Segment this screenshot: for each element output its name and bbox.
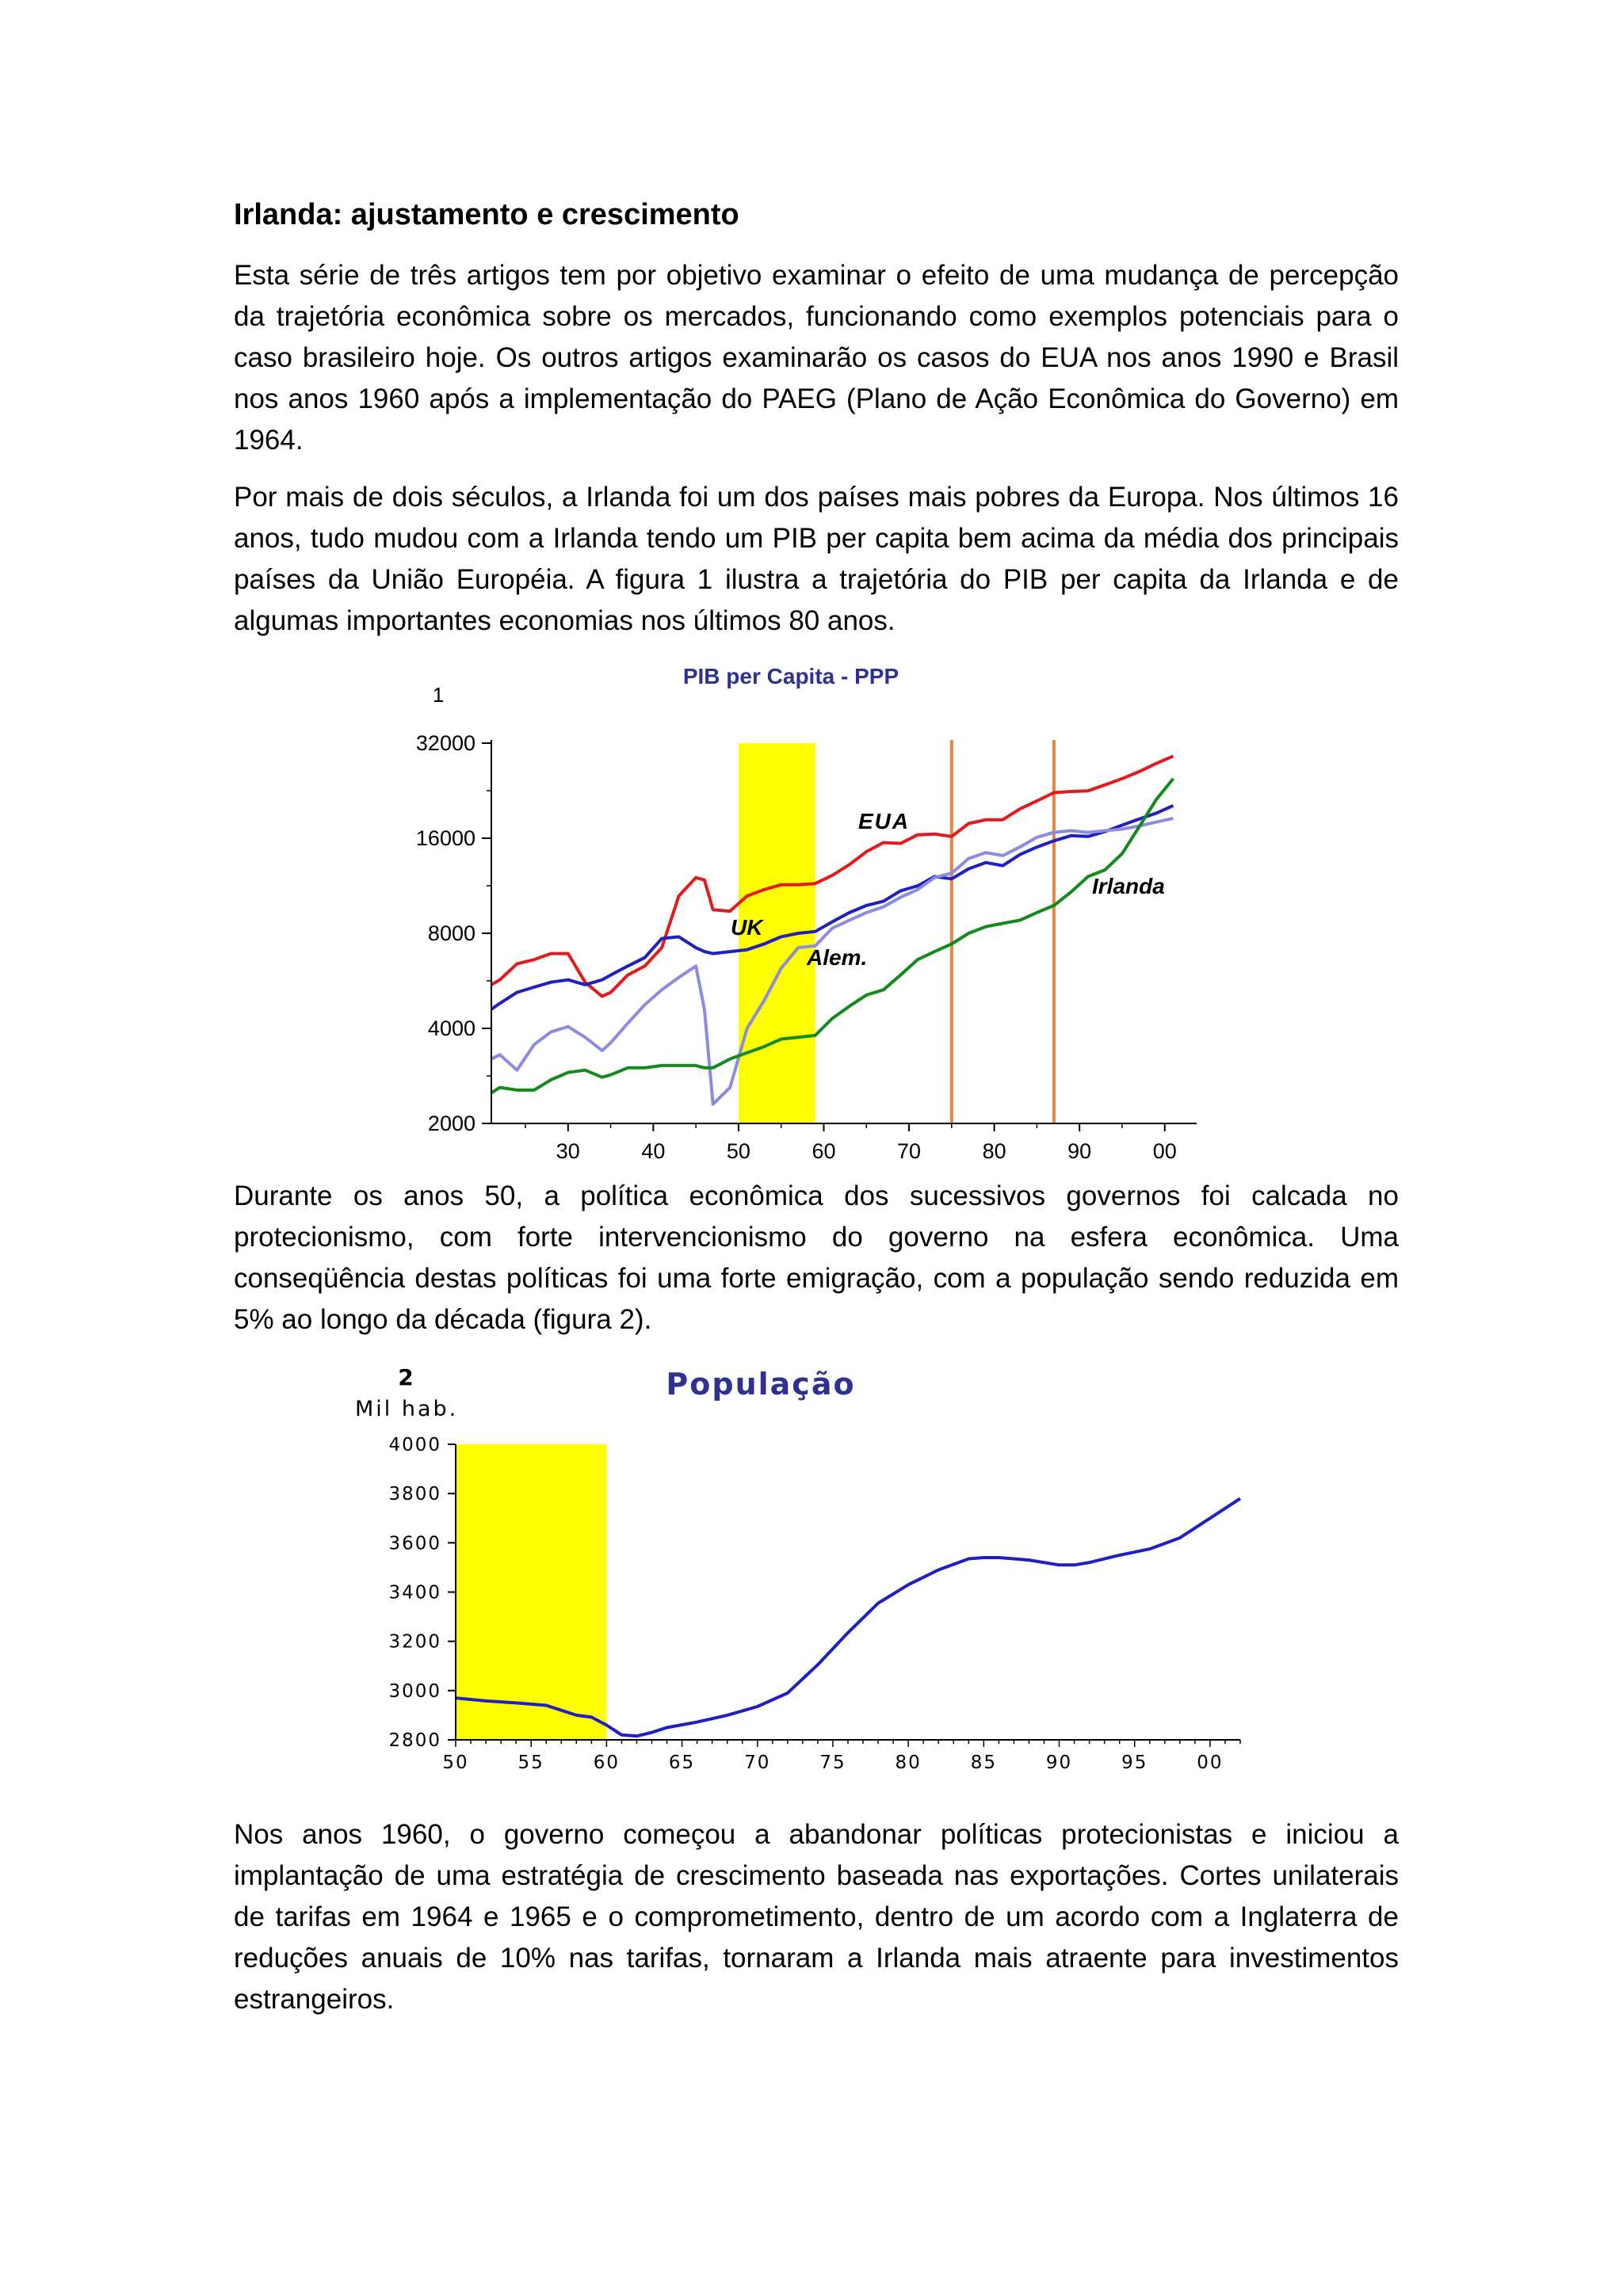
fig2-x-tick-label: 85	[970, 1753, 997, 1773]
fig2-y-tick-label: 3000	[388, 1680, 441, 1702]
fig2-number: 2	[398, 1364, 414, 1390]
fig2-x-tick-label: 00	[1197, 1753, 1224, 1773]
fig2-title: População	[666, 1367, 856, 1402]
fig1-label-alem: Alem.	[807, 945, 868, 970]
fig2-ylabel: Mil hab.	[355, 1397, 459, 1421]
fig2-x-tick-label: 90	[1045, 1753, 1073, 1773]
fig1-y-ticks	[416, 731, 491, 1135]
fig2-x-tick-label: 55	[517, 1753, 544, 1773]
fig2-x-tick-label: 75	[819, 1753, 846, 1773]
fig2-x-tick-label: 60	[593, 1753, 621, 1773]
paragraph-3: Durante os anos 50, a política econômica dos sucessivos governos foi calcada no protecionismo, com forte intervencionismo do governo na esfera econômica. Uma conseqüência destas políticas foi uma forte emigração, com a população sendo reduzida em 5% ao longo da década (figura 2).	[234, 1180, 1399, 1335]
paragraph-2: Por mais de dois séculos, a Irlanda foi um dos países mais pobres da Europa. Nos últimos 16 anos, tudo mudou com a Irlanda tendo um PIB per capita bem acima da média dos principais países da União Européia. A figura 1 ilustra a trajetória do PIB per capita da Irlanda e de algumas importantes economias nos últimos 80 anos.	[234, 482, 1399, 636]
fig1-label-irlanda: Irlanda	[1092, 874, 1165, 898]
fig1-y-tick-label: 16000	[415, 826, 475, 850]
fig1-x-tick-label: 00	[1152, 1139, 1177, 1163]
fig1-series-uk	[491, 806, 1174, 1009]
fig1-label-uk: UK	[731, 915, 763, 940]
fig2-y-tick-label: 2800	[388, 1730, 441, 1751]
fig2-y-tick-label: 4000	[388, 1435, 441, 1455]
fig1-y-tick-label: 32000	[415, 731, 475, 755]
fig2-x-tick-label: 65	[668, 1753, 696, 1773]
figure-2-population-chart	[0, 1361, 1623, 1773]
fig1-x-tick-label: 30	[556, 1139, 580, 1163]
fig2-y-ticks	[388, 1435, 456, 1751]
fig2-x-tick-label: 80	[895, 1753, 922, 1773]
paragraph-4: Nos anos 1960, o governo começou a abandonar políticas protecionistas e iniciou a implantação de uma estratégia de crescimento baseada nas exportações. Cortes unilaterais de tarifas em 1964 e 1965 e o comprometimento, dentro de um acordo com a Inglaterra de reduções anuais de 10% nas tarifas, tornaram a Irlanda mais atraente para investimentos estrangeiros.	[234, 1819, 1399, 2015]
fig2-y-tick-label: 3200	[388, 1631, 441, 1653]
fig1-title: PIB per Capita - PPP	[682, 664, 899, 688]
fig1-y-tick-label: 2000	[427, 1112, 475, 1135]
figure-1-gdp-chart	[0, 658, 1623, 1165]
fig1-x-tick-label: 80	[982, 1139, 1006, 1163]
fig1-x-ticks	[525, 1123, 1177, 1163]
fig2-x-tick-label: 95	[1121, 1753, 1148, 1773]
document-title: Irlanda: ajustamento e crescimento	[234, 198, 739, 231]
fig1-x-tick-label: 50	[726, 1139, 750, 1163]
fig2-x-tick-label: 70	[744, 1753, 771, 1773]
fig2-shaded-region	[456, 1444, 606, 1740]
fig1-x-tick-label: 40	[641, 1139, 666, 1163]
fig1-number: 1	[432, 683, 445, 707]
fig1-series	[491, 756, 1174, 1104]
fig1-x-tick-label: 60	[812, 1139, 836, 1163]
fig2-x-tick-label: 50	[442, 1753, 469, 1773]
fig1-vertical-lines	[952, 740, 1054, 1123]
paragraph-1: Esta série de três artigos tem por objetivo examinar o efeito de uma mudança de percepção da trajetória econômica sobre os mercados, funcionando como exemplos potenciais para o caso brasileiro hoje. Os outros artigos examinarão os casos do EUA nos anos 1990 e Brasil nos anos 1960 após a implementação do PAEG (Plano de Ação Econômica do Governo) em 1964.	[234, 260, 1399, 456]
fig2-y-tick-label: 3600	[388, 1533, 441, 1554]
fig2-x-ticks	[442, 1740, 1240, 1773]
fig2-y-tick-label: 3400	[388, 1582, 441, 1604]
fig1-x-tick-label: 70	[897, 1139, 922, 1163]
fig2-y-tick-label: 3800	[388, 1484, 441, 1505]
fig1-y-tick-label: 4000	[427, 1016, 475, 1040]
fig1-x-tick-label: 90	[1067, 1139, 1092, 1163]
fig1-label-eua: EUA	[858, 809, 911, 833]
fig1-y-tick-label: 8000	[427, 921, 475, 945]
